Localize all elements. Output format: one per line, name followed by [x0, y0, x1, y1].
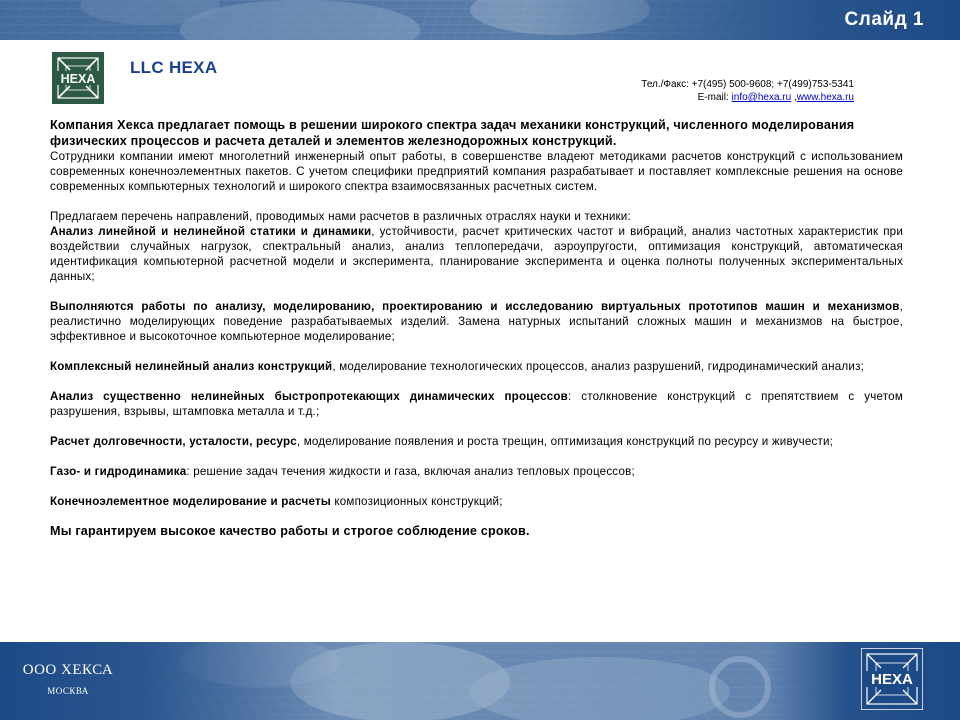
service-item-title: Расчет долговечности, усталости, ресурс: [50, 435, 297, 448]
list-intro: Предлагаем перечень направлений, проводимых нами расчетов в различных отраслях науки и техники:: [50, 210, 631, 223]
hexa-logo: [52, 52, 104, 104]
service-item-text: : столкновение конструкций с препятствием с учетом разрушения, взрывы, штамповка металла и т.д.;: [50, 390, 904, 418]
service-item: [50, 359, 903, 374]
email-prefix: E-mail:: [697, 92, 732, 103]
slide-label: Слайд 1: [844, 9, 924, 30]
mesh-decoration: [0, 642, 960, 720]
service-item: [50, 464, 903, 479]
footer-company-name: ООО ХЕКСА: [22, 662, 114, 678]
email-link[interactable]: info@hexa.ru: [731, 92, 792, 103]
lead-paragraph: Компания Хекса предлагает помощь в решении широкого спектра задач механики конструкций, численного моделирования физических процессов и расчета деталей и элементов железнодорожных конструкций.: [50, 118, 855, 148]
service-item-title: Газо- и гидродинамика: [50, 465, 187, 478]
service-item-title: Анализ существенно нелинейных быстропротекающих динамических процессов: [50, 390, 568, 403]
service-item: [50, 389, 903, 419]
service-item-title: Анализ линейной и нелинейной статики и динамики: [50, 225, 372, 238]
intro-paragraph: Сотрудники компании имеют многолетний инженерный опыт работы, в совершенстве владеют методиками расчетов конструкций с использованием современных конечноэлементных пакетов. С учетом специфики предприятий компания разрабатывает и поставляет комплексные решения на основе современных компьютерных технологий и широкого спектра взаимосвязанных расчетных систем.: [50, 150, 903, 193]
service-item-text: , моделирование появления и роста трещин, оптимизация конструкций по ресурсу и живучести;: [296, 435, 834, 448]
service-item-text: , моделирование технологических процессов, анализ разрушений, гидродинамический анализ;: [332, 360, 865, 373]
link-separator: ,: [791, 92, 797, 103]
logo-text: HEXA: [60, 72, 96, 86]
service-item-text: : решение задач течения жидкости и газа, включая анализ тепловых процессов;: [186, 465, 635, 478]
mesh-decoration: [0, 0, 960, 40]
service-item-text: , реалистично моделирующих поведение разрабатываемых изделий. Замена натурных испытаний сложных машин и механизмов на быстрое, эффективное и высокоточное компьютерное моделирование;: [50, 300, 903, 343]
service-item: [50, 434, 903, 449]
service-item-text: , устойчивости, расчет критических частот и вибраций, анализ частотных характеристик при воздействии случайных нагрузок, спектральный анализ, анализ теплопередачи, аэроупругости, оптимизация конструкций, автоматическая идентификация компьютерной расчетной модели и эксперимента, планирование эксперимента и оценка полноты полученных экспериментальных данных;: [50, 225, 904, 283]
website-link[interactable]: www.hexa.ru: [796, 92, 854, 103]
phone-line: Тел./Факс: +7(495) 500-9608; +7(499)753-5341: [641, 79, 854, 90]
footer-logo-text: HEXA: [871, 671, 913, 688]
service-item: [50, 224, 903, 284]
company-name: LLC HEXA: [130, 58, 218, 77]
service-item-title: Комплексный нелинейный анализ конструкций: [50, 360, 333, 373]
header-band: [0, 0, 960, 40]
footer-city: МОСКВА: [47, 686, 89, 696]
service-item: [50, 494, 903, 509]
footer-band: [0, 642, 960, 720]
main-content: [50, 118, 903, 539]
service-item-title: Выполняются работы по анализу, моделированию, проектированию и исследованию виртуальных прототипов машин и механизмов: [50, 300, 900, 313]
service-item-text: композиционных конструкций;: [330, 495, 503, 508]
closing-statement: Мы гарантируем высокое качество работы и строгое соблюдение сроков.: [50, 524, 530, 538]
service-item-title: Конечноэлементное моделирование и расчеты: [50, 495, 331, 508]
contact-info: [641, 78, 854, 104]
footer-hexa-logo: [861, 648, 923, 710]
service-item: [50, 299, 903, 344]
email-line: [641, 91, 854, 104]
